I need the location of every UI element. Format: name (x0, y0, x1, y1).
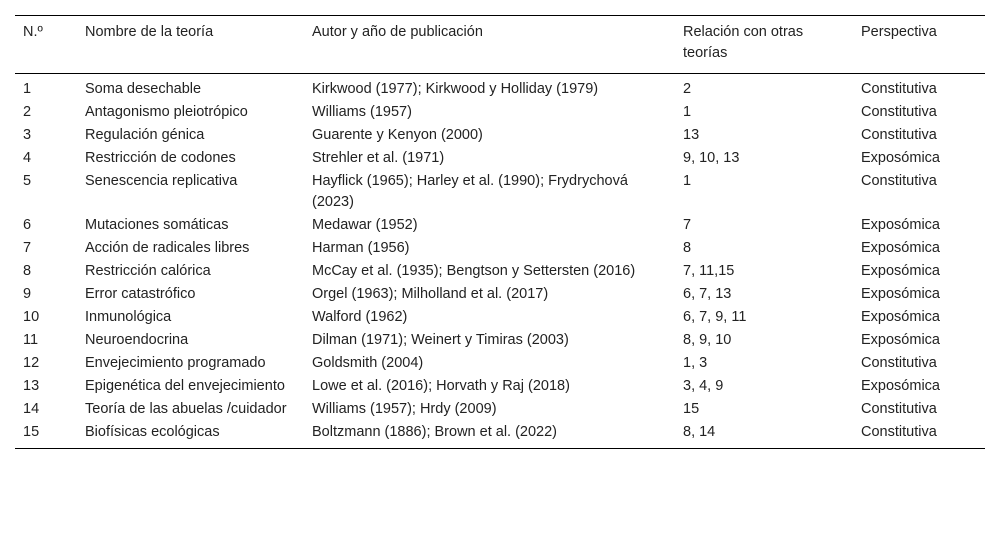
cell-number: 12 (23, 355, 40, 371)
cell-theory-name: Antagonismo pleiotrópico (85, 104, 248, 120)
header-related-theories: Relación con otras teorías (683, 24, 804, 61)
cell-theory-name: Epigenética del envejecimiento (85, 378, 285, 394)
cell-perspective: Constitutiva (861, 424, 937, 440)
cell-related-theories: 1, 3 (683, 355, 708, 371)
cell-number: 3 (23, 127, 32, 143)
cell-related-theories: 1 (683, 104, 692, 120)
cell-author-year: Boltzmann (1886); Brown et al. (2022) (312, 424, 558, 440)
cell-author-year: Walford (1962) (312, 309, 408, 325)
cell-number: 2 (23, 104, 32, 120)
cell-theory-name: Restricción de codones (85, 150, 236, 166)
cell-number: 9 (23, 286, 32, 302)
cell-perspective: Constitutiva (861, 127, 937, 143)
cell-theory-name: Error catastrófico (85, 286, 196, 302)
cell-author-year: Hayflick (1965); Harley et al. (1990); Frydrychová (2023) (312, 173, 628, 210)
table-row (15, 398, 985, 421)
cell-author-year: Medawar (1952) (312, 217, 418, 233)
cell-theory-name: Inmunológica (85, 309, 172, 325)
cell-number: 7 (23, 240, 32, 256)
table-row (15, 375, 985, 398)
cell-perspective: Exposómica (861, 378, 940, 394)
cell-related-theories: 13 (683, 127, 700, 143)
cell-number: 1 (23, 81, 32, 97)
cell-number: 15 (23, 424, 40, 440)
cell-perspective: Constitutiva (861, 104, 937, 120)
table-row (15, 124, 985, 147)
cell-author-year: McCay et al. (1935); Bengtson y Settersten (2016) (312, 263, 636, 279)
cell-related-theories: 3, 4, 9 (683, 378, 724, 394)
table-row (15, 352, 985, 375)
cell-number: 5 (23, 173, 32, 189)
cell-perspective: Exposómica (861, 286, 940, 302)
cell-author-year: Goldsmith (2004) (312, 355, 424, 371)
table-row (15, 74, 985, 102)
cell-related-theories: 15 (683, 401, 700, 417)
cell-theory-name: Soma desechable (85, 81, 202, 97)
cell-author-year: Williams (1957) (312, 104, 412, 120)
header-perspective: Perspectiva (861, 24, 937, 40)
cell-author-year: Strehler et al. (1971) (312, 150, 445, 166)
cell-number: 4 (23, 150, 32, 166)
cell-author-year: Orgel (1963); Milholland et al. (2017) (312, 286, 549, 302)
cell-perspective: Constitutiva (861, 401, 937, 417)
header-row (15, 16, 985, 74)
cell-related-theories: 6, 7, 13 (683, 286, 732, 302)
cell-theory-name: Envejecimiento programado (85, 355, 266, 371)
cell-theory-name: Biofísicas ecológicas (85, 424, 220, 440)
cell-number: 13 (23, 378, 40, 394)
cell-author-year: Williams (1957); Hrdy (2009) (312, 401, 497, 417)
header-theory-name: Nombre de la teoría (85, 24, 214, 40)
cell-related-theories: 9, 10, 13 (683, 150, 740, 166)
cell-related-theories: 8, 14 (683, 424, 716, 440)
table-header (15, 16, 985, 74)
table-row (15, 170, 985, 214)
cell-theory-name: Neuroendocrina (85, 332, 189, 348)
cell-perspective: Exposómica (861, 309, 940, 325)
cell-author-year: Guarente y Kenyon (2000) (312, 127, 483, 143)
cell-theory-name: Regulación génica (85, 127, 205, 143)
cell-related-theories: 1 (683, 173, 692, 189)
cell-related-theories: 7, 11,15 (683, 263, 735, 279)
cell-author-year: Lowe et al. (2016); Horvath y Raj (2018) (312, 378, 570, 394)
theories-table-container (15, 15, 985, 449)
theories-table (15, 15, 985, 449)
cell-number: 11 (23, 332, 39, 348)
table-row (15, 214, 985, 237)
cell-perspective: Constitutiva (861, 355, 937, 371)
cell-related-theories: 2 (683, 81, 692, 97)
cell-author-year: Kirkwood (1977); Kirkwood y Holliday (1979) (312, 81, 599, 97)
cell-perspective: Exposómica (861, 332, 940, 348)
cell-author-year: Harman (1956) (312, 240, 410, 256)
cell-perspective: Exposómica (861, 263, 940, 279)
cell-perspective: Exposómica (861, 217, 940, 233)
cell-related-theories: 6, 7, 9, 11 (683, 309, 747, 325)
cell-related-theories: 8 (683, 240, 692, 256)
table-row (15, 101, 985, 124)
cell-number: 6 (23, 217, 32, 233)
cell-number: 14 (23, 401, 40, 417)
cell-theory-name: Mutaciones somáticas (85, 217, 229, 233)
cell-number: 10 (23, 309, 40, 325)
cell-theory-name: Teoría de las abuelas /cuidador (85, 401, 287, 417)
cell-author-year: Dilman (1971); Weinert y Timiras (2003) (312, 332, 569, 348)
cell-theory-name: Senescencia replicativa (85, 173, 238, 189)
table-row (15, 147, 985, 170)
table-row (15, 329, 985, 352)
cell-perspective: Constitutiva (861, 173, 937, 189)
table-row (15, 306, 985, 329)
cell-perspective: Exposómica (861, 150, 940, 166)
header-number: N.º (23, 24, 43, 40)
cell-theory-name: Restricción calórica (85, 263, 211, 279)
header-author-year: Autor y año de publicación (312, 24, 483, 40)
cell-related-theories: 7 (683, 217, 692, 233)
table-row (15, 421, 985, 449)
table-row (15, 283, 985, 306)
cell-perspective: Exposómica (861, 240, 940, 256)
table-row (15, 237, 985, 260)
cell-number: 8 (23, 263, 32, 279)
cell-perspective: Constitutiva (861, 81, 937, 97)
cell-related-theories: 8, 9, 10 (683, 332, 732, 348)
table-row (15, 260, 985, 283)
table-body (15, 74, 985, 449)
cell-theory-name: Acción de radicales libres (85, 240, 250, 256)
